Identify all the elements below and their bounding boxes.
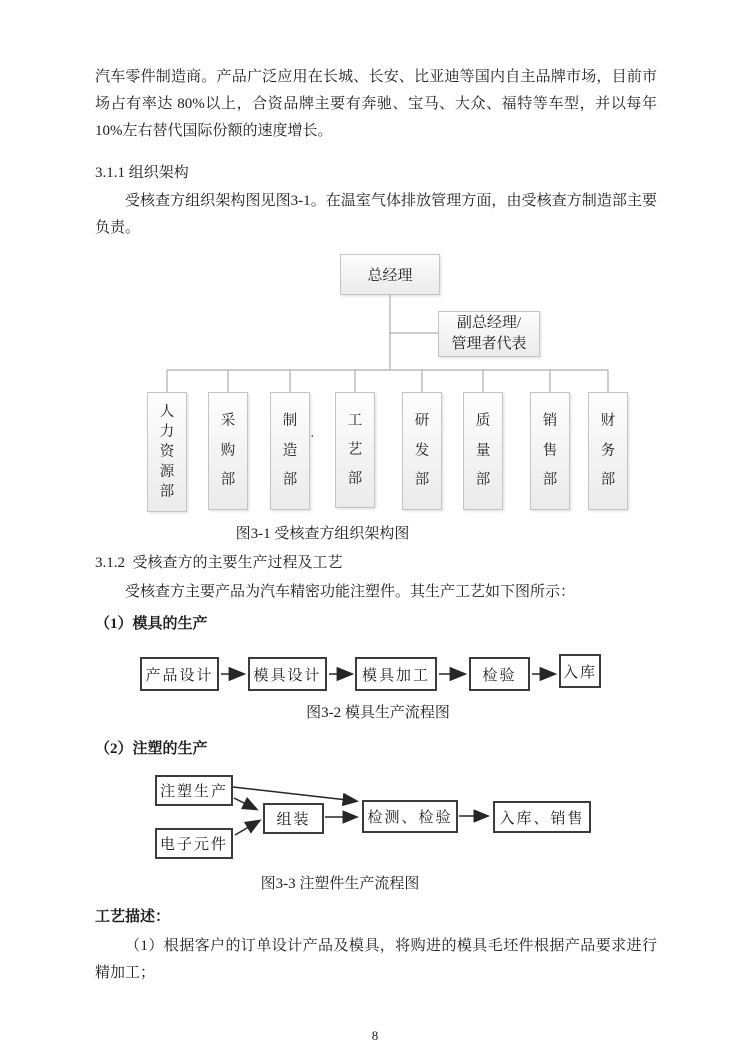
figure-3-3-caption: 图3-3 注塑件生产流程图 (260, 876, 420, 892)
flow-step-mold-design: 模具设计 (248, 657, 327, 691)
org-dept-rnd: 研 发 部 (402, 392, 442, 510)
flow-step-product-design: 产品设计 (140, 657, 219, 691)
stray-dot: · (310, 430, 315, 445)
flow-step-storage: 入库 (559, 654, 601, 688)
flow-node-electronic-components: 电子元件 (155, 828, 233, 859)
mold-flow-diagram (0, 650, 750, 700)
org-node-deputy-gm (438, 311, 540, 357)
injection-production-heading: （2）注塑的生产 (95, 741, 208, 757)
org-dept-process: 工 艺 部 (335, 392, 375, 508)
flow-node-injection-production: 注塑生产 (155, 775, 233, 806)
section-3-1-1-body: 受核查方组织架构图见图3-1。在温室气体排放管理方面，由受核查方制造部主要负责。 (95, 193, 657, 236)
flow-step-mold-machining: 模具加工 (355, 657, 437, 691)
flow-node-storage-sales: 入库、销售 (493, 801, 591, 833)
org-chart (0, 248, 750, 516)
figure-3-2-caption: 图3-2 模具生产流程图 (306, 705, 450, 721)
figure-3-1-caption: 图3-1 受核查方组织架构图 (235, 526, 410, 542)
org-dept-sales: 销 售 部 (530, 392, 570, 510)
org-node-label: 管理者代表 (451, 336, 527, 352)
org-node-label: 总经理 (367, 268, 413, 284)
section-3-1-2-heading: 3.1.2 受核查方的主要生产过程及工艺 (95, 555, 343, 571)
org-dept-hr: 人 力 资 源 部 (147, 392, 187, 512)
mold-production-heading: （1）模具的生产 (95, 616, 208, 632)
intro-paragraph: 汽车零件制造商。产品广泛应用在长城、长安、比亚迪等国内自主品牌市场，目前市场占有率达 80%以上，合资品牌主要有奔驰、宝马、大众、福特等车型，并以每年 10%左右替代国际份额的速度增长。 (95, 69, 657, 139)
org-dept-purchasing: 采 购 部 (208, 392, 248, 510)
process-description-item-1: （1）根据客户的订单设计产品及模具，将购进的模具毛坯件根据产品要求进行精加工； (95, 938, 657, 981)
flow-node-testing-inspection: 检测、检验 (362, 800, 458, 833)
flow-step-inspection: 检验 (469, 657, 530, 691)
section-3-1-2-body: 受核查方主要产品为汽车精密功能注塑件。其生产工艺如下图所示： (125, 584, 576, 600)
injection-flow-diagram (0, 768, 750, 868)
org-dept-finance: 财 务 部 (588, 392, 628, 510)
process-description-heading: 工艺描述： (95, 909, 171, 925)
org-dept-manufacturing: 制 造 部 (270, 392, 310, 510)
page-number: 8 (371, 1028, 379, 1043)
org-node-label: 副总经理/ (456, 315, 522, 331)
org-dept-quality: 质 量 部 (463, 392, 503, 510)
flow-node-assembly: 组装 (263, 803, 324, 834)
section-3-1-1-heading: 3.1.1 组织架构 (95, 165, 189, 181)
org-node-general-manager (340, 254, 440, 295)
